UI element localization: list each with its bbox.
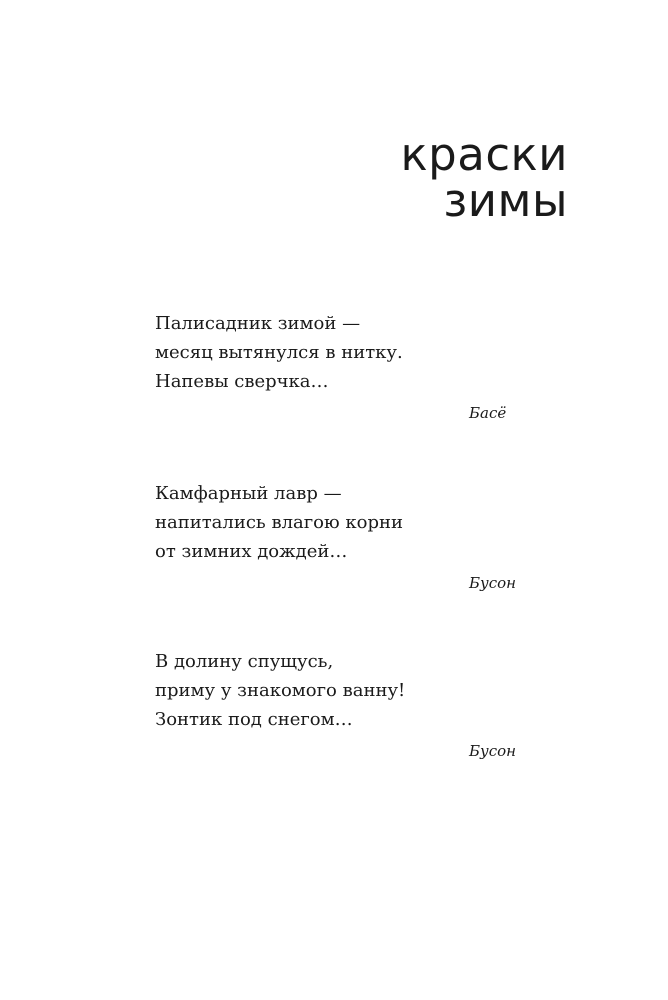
haiku-author: Бусон [469,574,517,592]
chapter-title [400,128,569,227]
haiku-line: Камфарный лавр — [155,483,342,504]
haiku-line: приму у знакомого ванну! [155,680,406,701]
haiku-line: Палисадник зимой — [155,313,361,334]
haiku-line: напитались влагою корни [155,512,404,533]
haiku-author: Бусон [469,742,517,760]
haiku-line: Зонтик под снегом… [155,709,353,730]
haiku-3 [155,647,535,760]
haiku-1 [155,309,535,422]
haiku-line: месяц вытянулся в нитку. [155,342,403,363]
haiku-line: В долину спущусь, [155,651,334,672]
chapter-title-line-1: краски [400,128,568,181]
chapter-title-line-2: зимы [443,174,568,227]
haiku-line: Напевы сверчка… [155,371,329,392]
haiku-2 [155,479,535,592]
haiku-author: Басё [469,404,507,422]
haiku-line: от зимних дождей… [155,541,348,562]
